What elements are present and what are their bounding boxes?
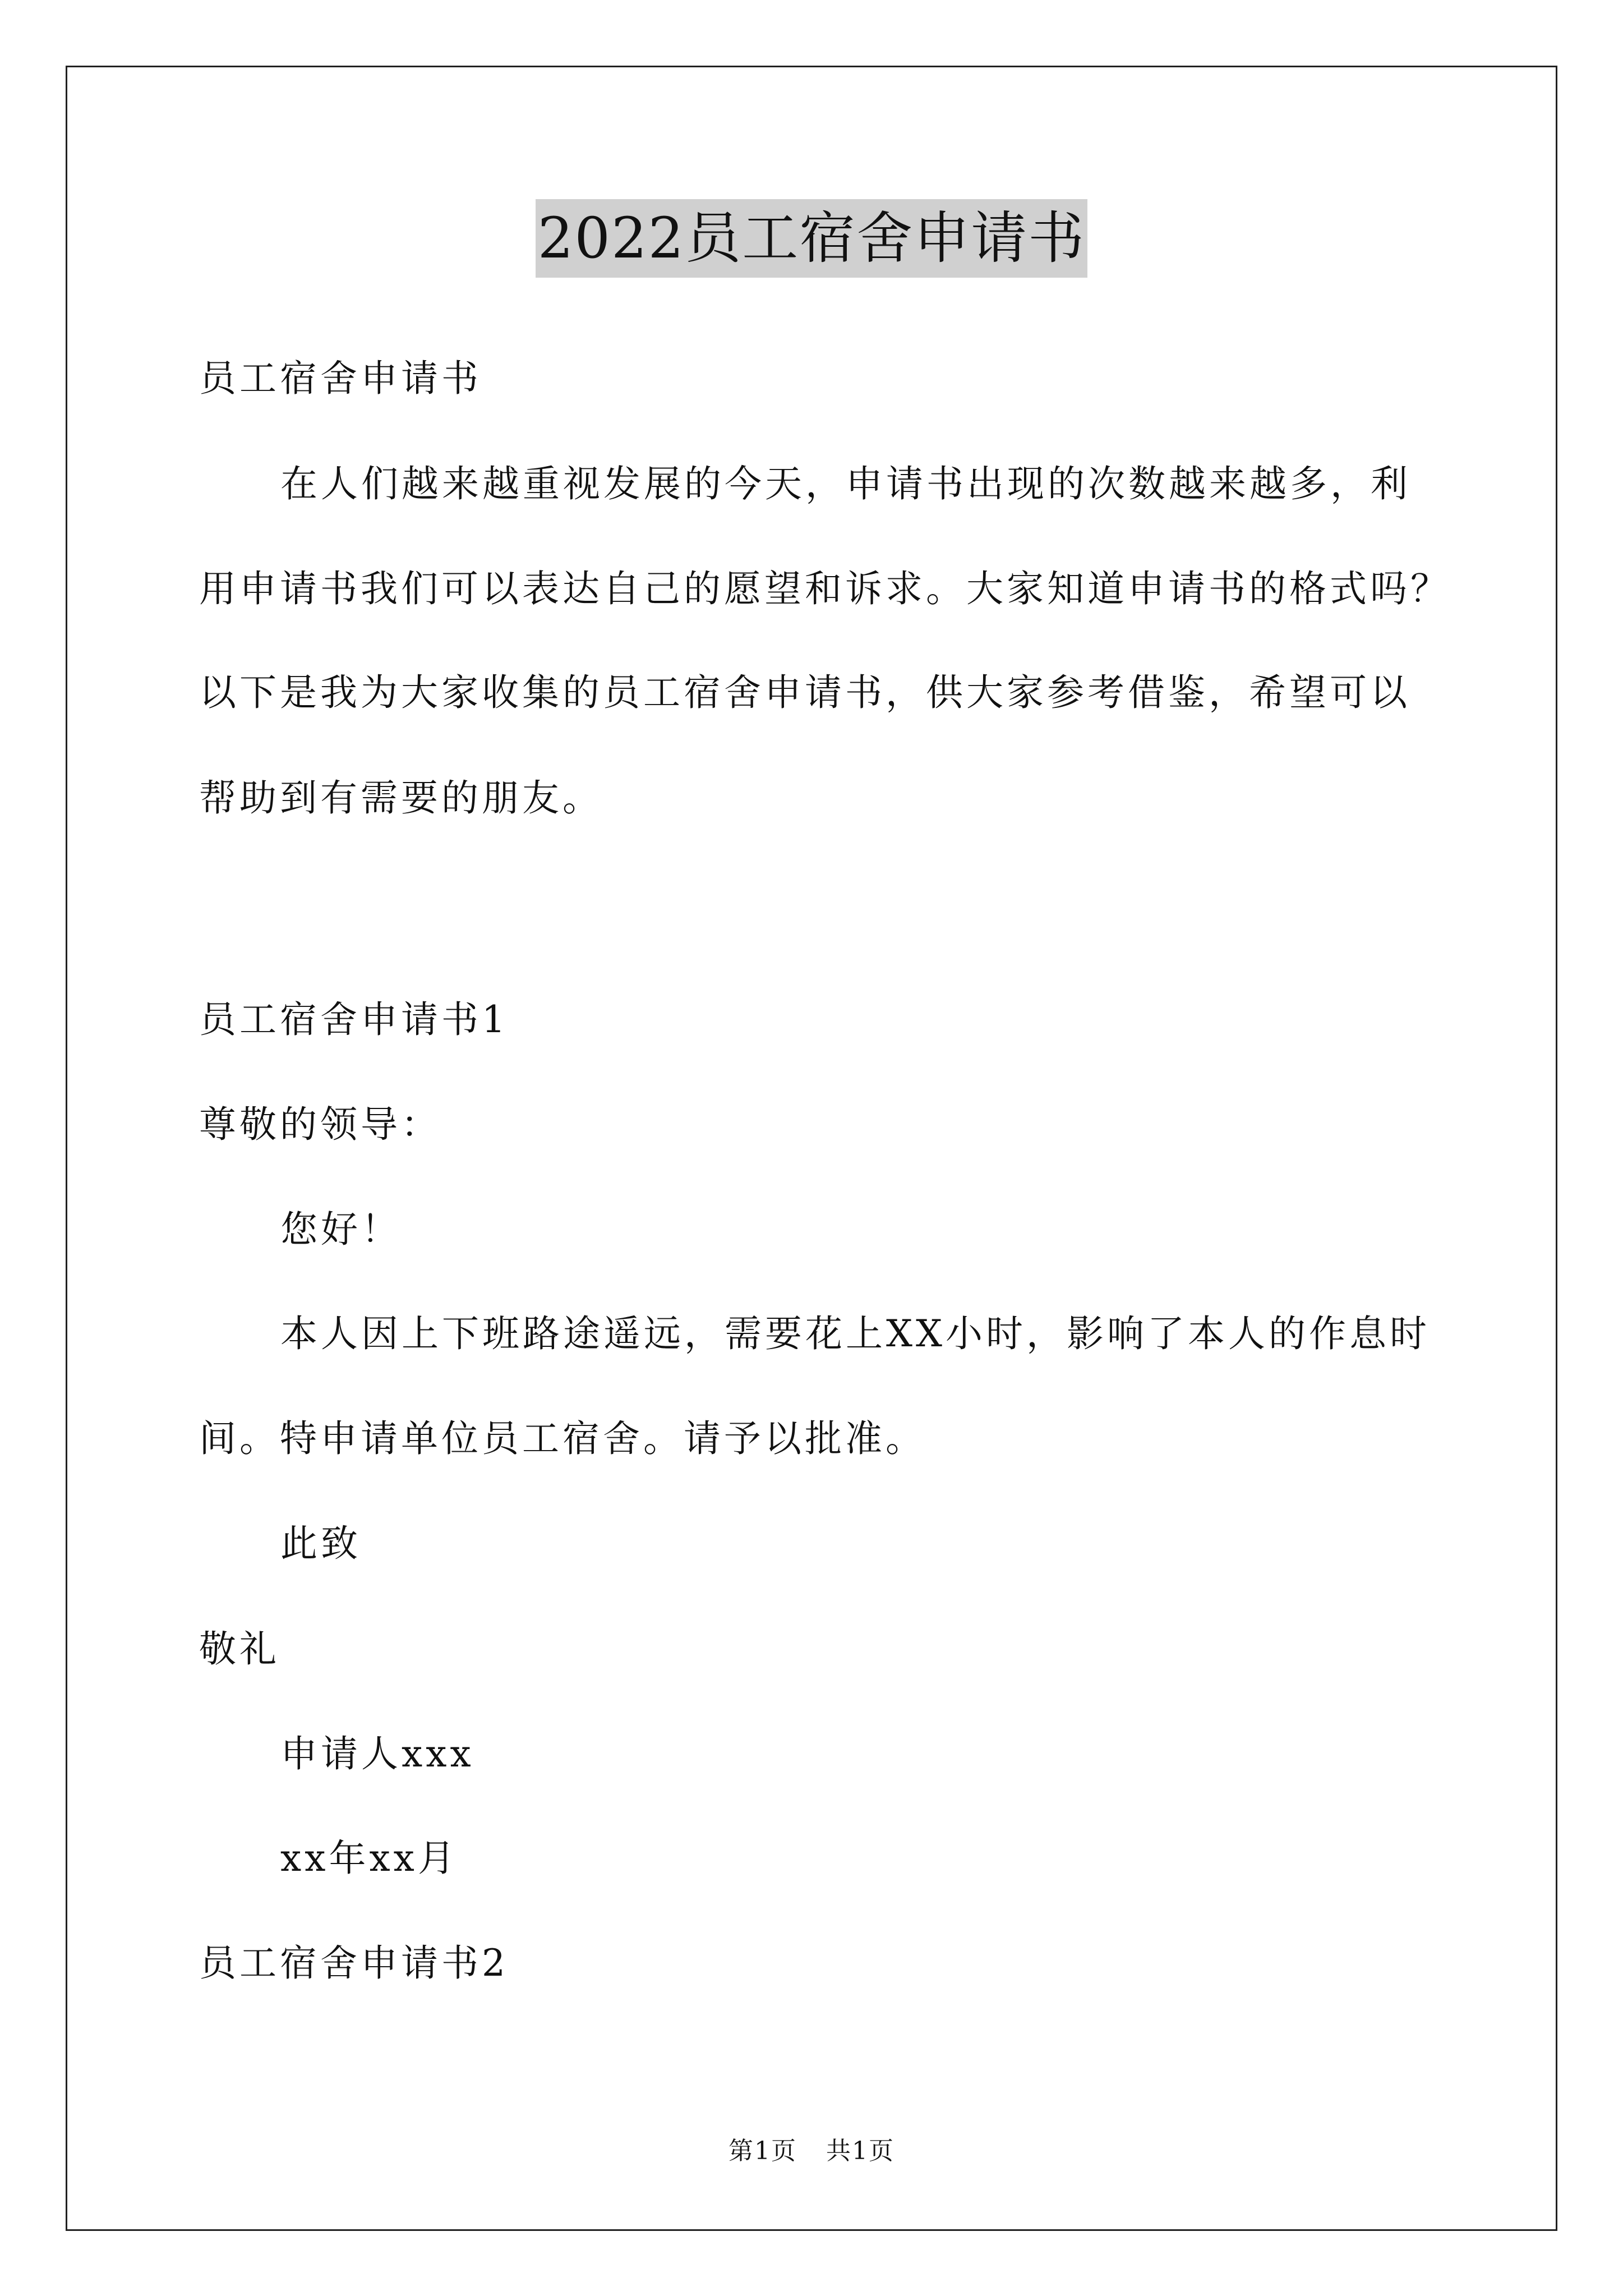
page-total: 共1页 — [826, 2137, 895, 2165]
applicant-signature: 申请人xxx — [280, 1732, 474, 1775]
greeting: 您好！ — [280, 1208, 402, 1251]
body-line: 间。特申请单位员工宿舍。请予以批准。 — [199, 1417, 926, 1460]
date-line: xx年xx月 — [280, 1837, 458, 1880]
paragraph-line: 在人们越来越重视发展的今天，申请书出现的次数越来越多，利 — [280, 462, 1411, 505]
closing-regards: 敬礼 — [199, 1627, 280, 1671]
paragraph-line: 用申请书我们可以表达自己的愿望和诉求。大家知道申请书的格式吗？ — [199, 567, 1451, 610]
closing-line: 此致 — [280, 1522, 361, 1565]
section-heading-2: 员工宿舍申请书2 — [199, 1941, 509, 1985]
heading-intro: 员工宿舍申请书 — [199, 357, 482, 400]
page-number: 第1页 — [728, 2137, 797, 2165]
paragraph-line: 以下是我为大家收集的员工宿舍申请书，供大家参考借鉴，希望可以 — [199, 671, 1410, 714]
title-container — [0, 199, 1623, 278]
body-line: 本人因上下班路途遥远，需要花上XX小时，影响了本人的作息时 — [280, 1312, 1430, 1355]
paragraph-line: 帮助到有需要的朋友。 — [199, 776, 603, 820]
section-heading-1: 员工宿舍申请书1 — [199, 998, 509, 1041]
document-title: 2022员工宿舍申请书 — [536, 199, 1088, 278]
page-footer — [0, 2134, 1623, 2168]
salutation: 尊敬的领导： — [199, 1103, 441, 1146]
